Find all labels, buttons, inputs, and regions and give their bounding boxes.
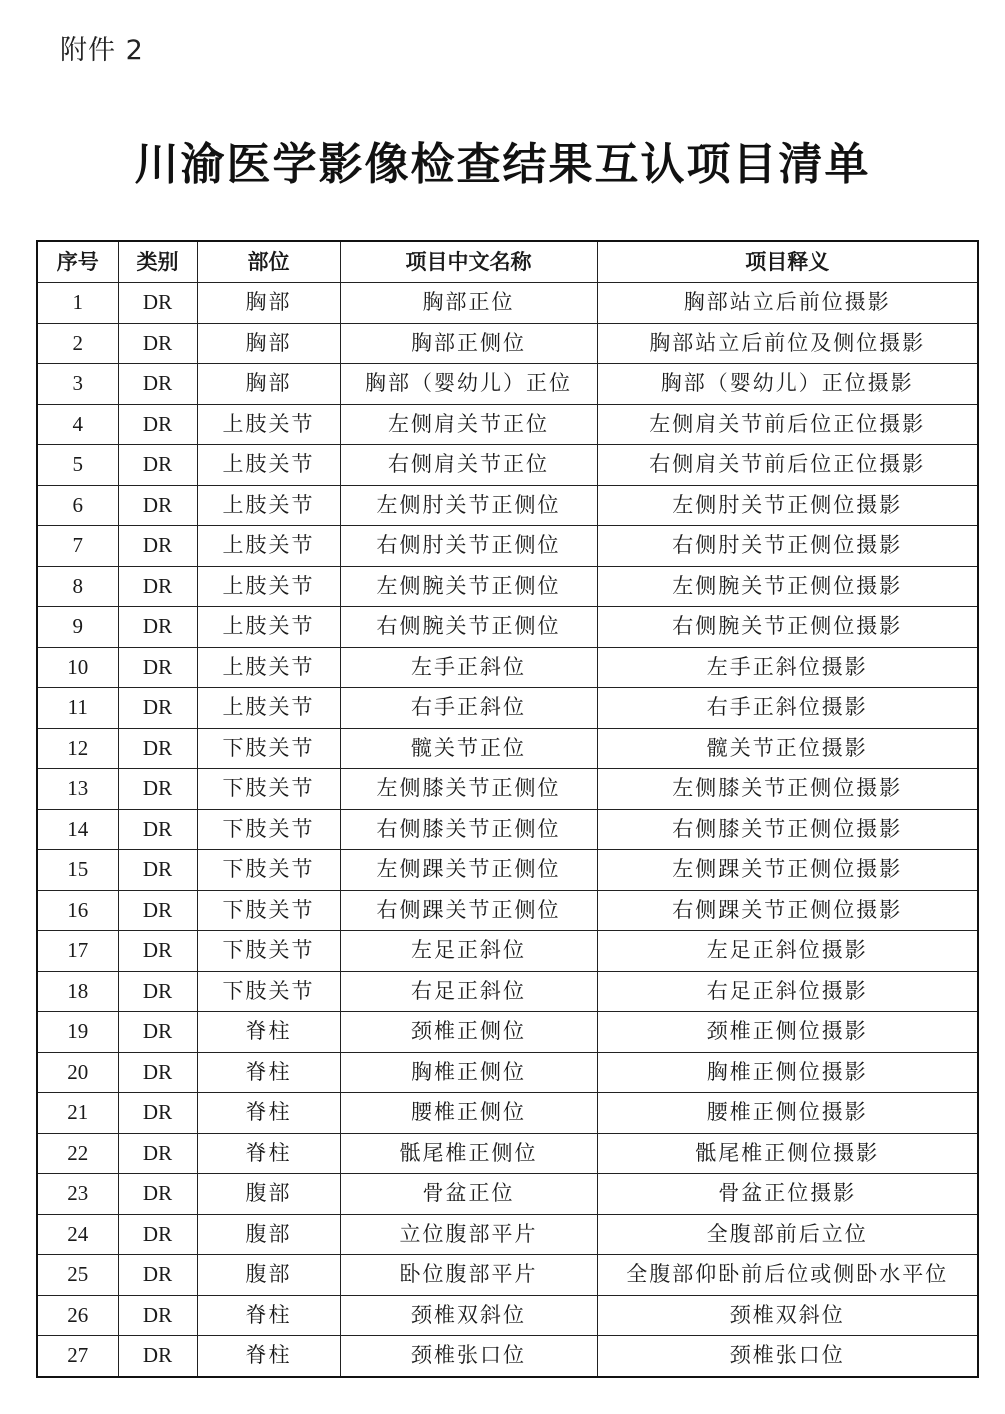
cell-body-part: 下肢关节 bbox=[197, 890, 340, 931]
cell-category: DR bbox=[118, 1052, 197, 1093]
cell-no: 13 bbox=[37, 769, 118, 810]
table-row bbox=[37, 728, 978, 769]
cell-item-description: 右侧肘关节正侧位摄影 bbox=[597, 526, 978, 567]
cell-body-part: 胸部 bbox=[197, 323, 340, 364]
header-item-description: 项目释义 bbox=[597, 241, 978, 283]
cell-item-description: 骶尾椎正侧位摄影 bbox=[597, 1133, 978, 1174]
cell-item-name: 髋关节正位 bbox=[340, 728, 597, 769]
cell-body-part: 上肢关节 bbox=[197, 566, 340, 607]
cell-no: 10 bbox=[37, 647, 118, 688]
cell-body-part: 脊柱 bbox=[197, 1012, 340, 1053]
table-row bbox=[37, 1174, 978, 1215]
cell-no: 16 bbox=[37, 890, 118, 931]
table-row bbox=[37, 364, 978, 405]
cell-item-description: 左手正斜位摄影 bbox=[597, 647, 978, 688]
item-table bbox=[36, 240, 979, 1378]
cell-item-description: 右足正斜位摄影 bbox=[597, 971, 978, 1012]
cell-body-part: 腹部 bbox=[197, 1214, 340, 1255]
cell-no: 25 bbox=[37, 1255, 118, 1296]
cell-item-description: 骨盆正位摄影 bbox=[597, 1174, 978, 1215]
cell-item-description: 颈椎正侧位摄影 bbox=[597, 1012, 978, 1053]
cell-no: 3 bbox=[37, 364, 118, 405]
table-row bbox=[37, 323, 978, 364]
cell-item-name: 胸部正位 bbox=[340, 283, 597, 324]
table-row bbox=[37, 1052, 978, 1093]
cell-item-description: 左侧踝关节正侧位摄影 bbox=[597, 850, 978, 891]
cell-item-name: 立位腹部平片 bbox=[340, 1214, 597, 1255]
cell-no: 17 bbox=[37, 931, 118, 972]
table-row bbox=[37, 485, 978, 526]
cell-item-description: 左侧腕关节正侧位摄影 bbox=[597, 566, 978, 607]
cell-no: 12 bbox=[37, 728, 118, 769]
cell-no: 23 bbox=[37, 1174, 118, 1215]
cell-item-name: 右侧膝关节正侧位 bbox=[340, 809, 597, 850]
table-row bbox=[37, 1093, 978, 1134]
table-row bbox=[37, 526, 978, 567]
cell-category: DR bbox=[118, 1295, 197, 1336]
cell-item-description: 左侧膝关节正侧位摄影 bbox=[597, 769, 978, 810]
cell-item-name: 左侧踝关节正侧位 bbox=[340, 850, 597, 891]
cell-item-description: 胸部站立后前位及侧位摄影 bbox=[597, 323, 978, 364]
table-row bbox=[37, 1133, 978, 1174]
cell-item-name: 右侧肩关节正位 bbox=[340, 445, 597, 486]
cell-body-part: 脊柱 bbox=[197, 1336, 340, 1377]
cell-item-name: 左手正斜位 bbox=[340, 647, 597, 688]
cell-body-part: 下肢关节 bbox=[197, 931, 340, 972]
cell-item-description: 右侧膝关节正侧位摄影 bbox=[597, 809, 978, 850]
cell-body-part: 脊柱 bbox=[197, 1052, 340, 1093]
cell-no: 11 bbox=[37, 688, 118, 729]
cell-item-description: 右侧踝关节正侧位摄影 bbox=[597, 890, 978, 931]
cell-no: 26 bbox=[37, 1295, 118, 1336]
cell-body-part: 下肢关节 bbox=[197, 850, 340, 891]
cell-item-name: 右侧肘关节正侧位 bbox=[340, 526, 597, 567]
cell-item-name: 左侧肩关节正位 bbox=[340, 404, 597, 445]
cell-no: 6 bbox=[37, 485, 118, 526]
cell-no: 1 bbox=[37, 283, 118, 324]
cell-no: 5 bbox=[37, 445, 118, 486]
header-no: 序号 bbox=[37, 241, 118, 283]
cell-item-description: 腰椎正侧位摄影 bbox=[597, 1093, 978, 1134]
table-row bbox=[37, 931, 978, 972]
cell-category: DR bbox=[118, 323, 197, 364]
cell-no: 15 bbox=[37, 850, 118, 891]
header-item-name: 项目中文名称 bbox=[340, 241, 597, 283]
table-row bbox=[37, 1295, 978, 1336]
cell-item-name: 颈椎张口位 bbox=[340, 1336, 597, 1377]
cell-body-part: 脊柱 bbox=[197, 1133, 340, 1174]
cell-no: 9 bbox=[37, 607, 118, 648]
cell-item-description: 右侧肩关节前后位正位摄影 bbox=[597, 445, 978, 486]
cell-category: DR bbox=[118, 688, 197, 729]
table-row bbox=[37, 607, 978, 648]
cell-body-part: 上肢关节 bbox=[197, 404, 340, 445]
cell-item-description: 全腹部仰卧前后位或侧卧水平位 bbox=[597, 1255, 978, 1296]
cell-category: DR bbox=[118, 445, 197, 486]
document-title: 川渝医学影像检查结果互认项目清单 bbox=[134, 139, 871, 190]
cell-no: 19 bbox=[37, 1012, 118, 1053]
cell-item-name: 左侧腕关节正侧位 bbox=[340, 566, 597, 607]
cell-item-name: 左足正斜位 bbox=[340, 931, 597, 972]
cell-body-part: 胸部 bbox=[197, 283, 340, 324]
cell-category: DR bbox=[118, 364, 197, 405]
cell-body-part: 下肢关节 bbox=[197, 809, 340, 850]
cell-category: DR bbox=[118, 971, 197, 1012]
cell-item-description: 胸部站立后前位摄影 bbox=[597, 283, 978, 324]
cell-body-part: 脊柱 bbox=[197, 1295, 340, 1336]
cell-body-part: 上肢关节 bbox=[197, 647, 340, 688]
table-row bbox=[37, 1012, 978, 1053]
cell-body-part: 上肢关节 bbox=[197, 607, 340, 648]
cell-item-description: 右侧腕关节正侧位摄影 bbox=[597, 607, 978, 648]
cell-category: DR bbox=[118, 1174, 197, 1215]
table-body bbox=[37, 283, 978, 1377]
table-row bbox=[37, 769, 978, 810]
cell-item-name: 腰椎正侧位 bbox=[340, 1093, 597, 1134]
cell-no: 8 bbox=[37, 566, 118, 607]
cell-item-name: 颈椎正侧位 bbox=[340, 1012, 597, 1053]
cell-item-description: 左侧肩关节前后位正位摄影 bbox=[597, 404, 978, 445]
cell-body-part: 腹部 bbox=[197, 1255, 340, 1296]
cell-body-part: 下肢关节 bbox=[197, 769, 340, 810]
cell-item-name: 右侧踝关节正侧位 bbox=[340, 890, 597, 931]
table-row bbox=[37, 404, 978, 445]
cell-no: 14 bbox=[37, 809, 118, 850]
cell-category: DR bbox=[118, 931, 197, 972]
cell-item-name: 卧位腹部平片 bbox=[340, 1255, 597, 1296]
table-row bbox=[37, 1336, 978, 1377]
table-row bbox=[37, 445, 978, 486]
cell-item-description: 髋关节正位摄影 bbox=[597, 728, 978, 769]
attachment-label: 附件 2 bbox=[60, 35, 144, 66]
cell-item-description: 颈椎双斜位 bbox=[597, 1295, 978, 1336]
cell-category: DR bbox=[118, 526, 197, 567]
cell-item-description: 左侧肘关节正侧位摄影 bbox=[597, 485, 978, 526]
cell-item-name: 胸椎正侧位 bbox=[340, 1052, 597, 1093]
table-row bbox=[37, 971, 978, 1012]
table-row bbox=[37, 1214, 978, 1255]
table-row bbox=[37, 688, 978, 729]
cell-category: DR bbox=[118, 607, 197, 648]
cell-category: DR bbox=[118, 404, 197, 445]
cell-item-description: 左足正斜位摄影 bbox=[597, 931, 978, 972]
cell-category: DR bbox=[118, 1214, 197, 1255]
cell-category: DR bbox=[118, 1093, 197, 1134]
table-row bbox=[37, 809, 978, 850]
cell-no: 4 bbox=[37, 404, 118, 445]
table-header-row bbox=[37, 241, 978, 283]
cell-category: DR bbox=[118, 1255, 197, 1296]
cell-item-description: 右手正斜位摄影 bbox=[597, 688, 978, 729]
table-row bbox=[37, 283, 978, 324]
cell-body-part: 上肢关节 bbox=[197, 526, 340, 567]
cell-body-part: 腹部 bbox=[197, 1174, 340, 1215]
cell-category: DR bbox=[118, 890, 197, 931]
cell-item-name: 骶尾椎正侧位 bbox=[340, 1133, 597, 1174]
cell-item-name: 右侧腕关节正侧位 bbox=[340, 607, 597, 648]
cell-category: DR bbox=[118, 283, 197, 324]
cell-no: 24 bbox=[37, 1214, 118, 1255]
cell-item-name: 颈椎双斜位 bbox=[340, 1295, 597, 1336]
cell-category: DR bbox=[118, 1133, 197, 1174]
cell-category: DR bbox=[118, 728, 197, 769]
cell-item-description: 胸椎正侧位摄影 bbox=[597, 1052, 978, 1093]
cell-category: DR bbox=[118, 1336, 197, 1377]
cell-body-part: 下肢关节 bbox=[197, 971, 340, 1012]
cell-body-part: 胸部 bbox=[197, 364, 340, 405]
cell-item-description: 胸部（婴幼儿）正位摄影 bbox=[597, 364, 978, 405]
cell-category: DR bbox=[118, 769, 197, 810]
cell-no: 27 bbox=[37, 1336, 118, 1377]
cell-no: 2 bbox=[37, 323, 118, 364]
cell-no: 18 bbox=[37, 971, 118, 1012]
cell-body-part: 上肢关节 bbox=[197, 485, 340, 526]
cell-item-name: 左侧肘关节正侧位 bbox=[340, 485, 597, 526]
cell-body-part: 上肢关节 bbox=[197, 445, 340, 486]
cell-body-part: 下肢关节 bbox=[197, 728, 340, 769]
cell-item-name: 胸部（婴幼儿）正位 bbox=[340, 364, 597, 405]
header-category: 类别 bbox=[118, 241, 197, 283]
cell-no: 21 bbox=[37, 1093, 118, 1134]
cell-category: DR bbox=[118, 1012, 197, 1053]
cell-no: 22 bbox=[37, 1133, 118, 1174]
table-row bbox=[37, 647, 978, 688]
cell-category: DR bbox=[118, 850, 197, 891]
cell-item-name: 骨盆正位 bbox=[340, 1174, 597, 1215]
table-row bbox=[37, 890, 978, 931]
cell-item-description: 颈椎张口位 bbox=[597, 1336, 978, 1377]
cell-category: DR bbox=[118, 566, 197, 607]
table-row bbox=[37, 566, 978, 607]
cell-body-part: 上肢关节 bbox=[197, 688, 340, 729]
table-row bbox=[37, 850, 978, 891]
cell-category: DR bbox=[118, 647, 197, 688]
cell-item-description: 全腹部前后立位 bbox=[597, 1214, 978, 1255]
cell-no: 20 bbox=[37, 1052, 118, 1093]
cell-category: DR bbox=[118, 809, 197, 850]
cell-body-part: 脊柱 bbox=[197, 1093, 340, 1134]
cell-item-name: 右足正斜位 bbox=[340, 971, 597, 1012]
cell-category: DR bbox=[118, 485, 197, 526]
cell-item-name: 胸部正侧位 bbox=[340, 323, 597, 364]
header-body-part: 部位 bbox=[197, 241, 340, 283]
cell-item-name: 左侧膝关节正侧位 bbox=[340, 769, 597, 810]
cell-item-name: 右手正斜位 bbox=[340, 688, 597, 729]
table-row bbox=[37, 1255, 978, 1296]
cell-no: 7 bbox=[37, 526, 118, 567]
